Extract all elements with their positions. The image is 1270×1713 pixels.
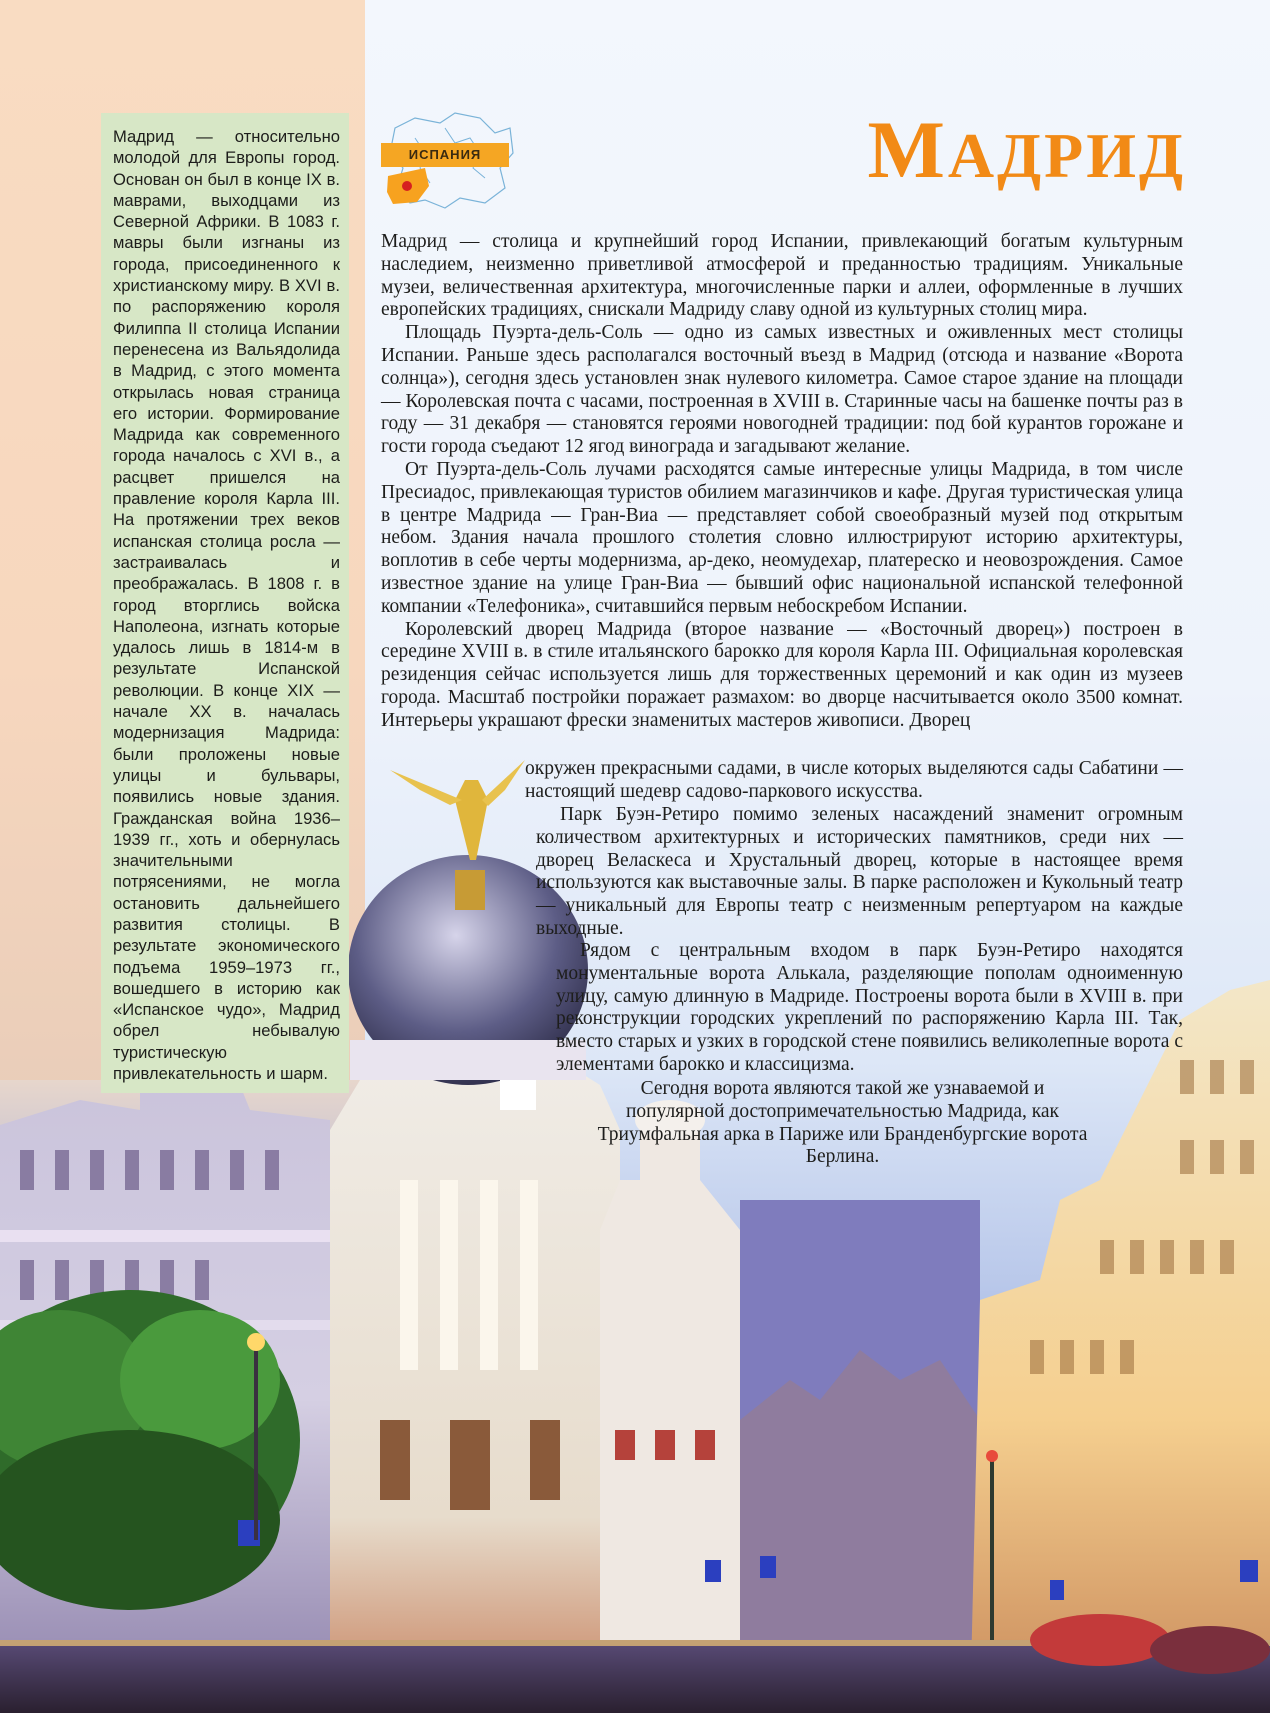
paragraph-alcala-gate-cont: Сегодня ворота являются такой же узнаваемой и популярной достопримечательностью Мадрида, как Триумфальная арка в Париже или Бранденбургские ворота Берлина. bbox=[597, 1078, 1088, 1168]
paragraph-royal-palace-cont: окружен прекрасными садами, в числе которых выделяются сады Сабатини — настоящий шедевр садово-паркового искусства. bbox=[525, 758, 1183, 802]
paragraph-alcala-gate: Рядом с центральным входом в парк Буэн-Ретиро находятся монументальные ворота Алькала, разделяющие пополам одноименную улицу, самую длинную в Мадриде. Построены ворота были в XVIII в. при реконструкции городских укреплений по распоряжению Карла III. Так, вместо старых и узких в городской стене появились великолепные ворота с элементами барокко и классицизма. bbox=[556, 940, 1183, 1075]
page-title bbox=[867, 100, 1186, 206]
article-wrap-2 bbox=[536, 804, 1183, 941]
paragraph-intro: Мадрид — столица и крупнейший город Испании, привлекающий богатым культурным наследием, неизменно приветливой атмосферой и преданностью традициям. Уникальные музеи, величественная архитектура, многочисленные парки и аллеи, оформленные в лучших европейских традициях, снискали Мадриду славу одной из культурных столиц мира. bbox=[381, 231, 1183, 321]
history-sidebar bbox=[101, 113, 349, 1093]
sidebar-text: Мадрид — относительно молодой для Европы город. Основан он был в конце IX в. маврами, выходцами из Северной Африки. В 1083 г. мавры были изгнаны из города, присоединенного к христианскому миру. В XVI в. по распоряжению короля Филиппа II столица Испании перенесена из Вальядолида в Мадрид, с этого момента открылась новая страница его истории. Формирование Мадрида как современного города началось с XVI в., а расцвет пришелся на правление короля Карла III. На протяжении трех веков испанская столица росла — застраивалась и преображалась. В 1808 г. в город вторглись войска Наполеона, изгнать которые удалось лишь в 1814-м в результате Испанской революции. В конце XIX — начале XX в. началась модернизация Мадрида: были проложены новые улицы и бульвары, появились новые здания. Гражданская война 1936–1939 гг., хоть и обернулась значительными потрясениями, не могла остановить дальнейшего развития столицы. В результате экономического подъема 1959–1973 гг., вошедшего в историю как «Испанское чудо», Мадрид обрел небывалую туристическую привлекательность и шарм. bbox=[113, 127, 340, 1084]
paragraph-gran-via: От Пуэрта-дель-Соль лучами расходятся самые интересные улицы Мадрида, в том числе Пресиадос, привлекающая туристов обилием магазинчиков и кафе. Другая туристическая улица в центре Мадрида — Гран-Виа — представляет собой своеобразный музей под открытым небом. Здания начала прошлого столетия словно иллюстрируют историю архитектуры, воплотив в себе черты модернизма, ар-деко, неомудехар, платереско и неовозрождения. Самое известное здание на улице Гран-Виа — бывший офис национальной испанской телефонной компании «Телефоника», считавшийся первым небоскребом Испании. bbox=[381, 458, 1183, 617]
article-wrap-1 bbox=[525, 758, 1183, 804]
paragraph-buen-retiro: Парк Буэн-Ретиро помимо зеленых насаждений знаменит огромным количеством архитектурных и исторических памятников, среди них — дворец Веласкеса и Хрустальный дворец, которые в настоящее время используются как выставочные залы. В парке расположен и Кукольный театр — уникальный для Европы театр с неизменным репертуаром на каждые выходные. bbox=[536, 804, 1183, 939]
paragraph-royal-palace: Королевский дворец Мадрида (второе название — «Восточный дворец») построен в середине XVIII в. в стиле итальянского барокко для короля Карла III. Официальная королевская резиденция сейчас используется лишь для торжественных церемоний и как один из музеев города. Масштаб постройки поражает размахом: во дворце насчитывается около 3500 комнат. Интерьеры украшают фрески знаменитых мастеров живописи. Дворец bbox=[381, 618, 1183, 731]
title-rest: АДРИД bbox=[947, 120, 1186, 191]
article-top bbox=[381, 231, 1183, 733]
paragraph-puerta-del-sol: Площадь Пуэрта-дель-Соль — одно из самых известных и оживленных мест столицы Испании. Раньше здесь располагался восточный въезд в Мадрид (отсюда и название «Ворота солнца»), сегодня здесь установлен знак нулевого километра. Самое старое здание на площади — Королевская почта с часами, построенная в XVIII в. Старинные часы на башенке почты раз в году — 31 декабря — становятся героями новогодней традиции: под бой курантов горожане и гости города съедают 12 ягод винограда и загадывают желание. bbox=[381, 322, 1183, 458]
title-capital-letter: М bbox=[867, 104, 948, 195]
article-wrap-3 bbox=[556, 940, 1183, 1077]
country-tag: ИСПАНИЯ bbox=[381, 143, 509, 167]
article-wrap-4 bbox=[590, 1078, 1095, 1169]
